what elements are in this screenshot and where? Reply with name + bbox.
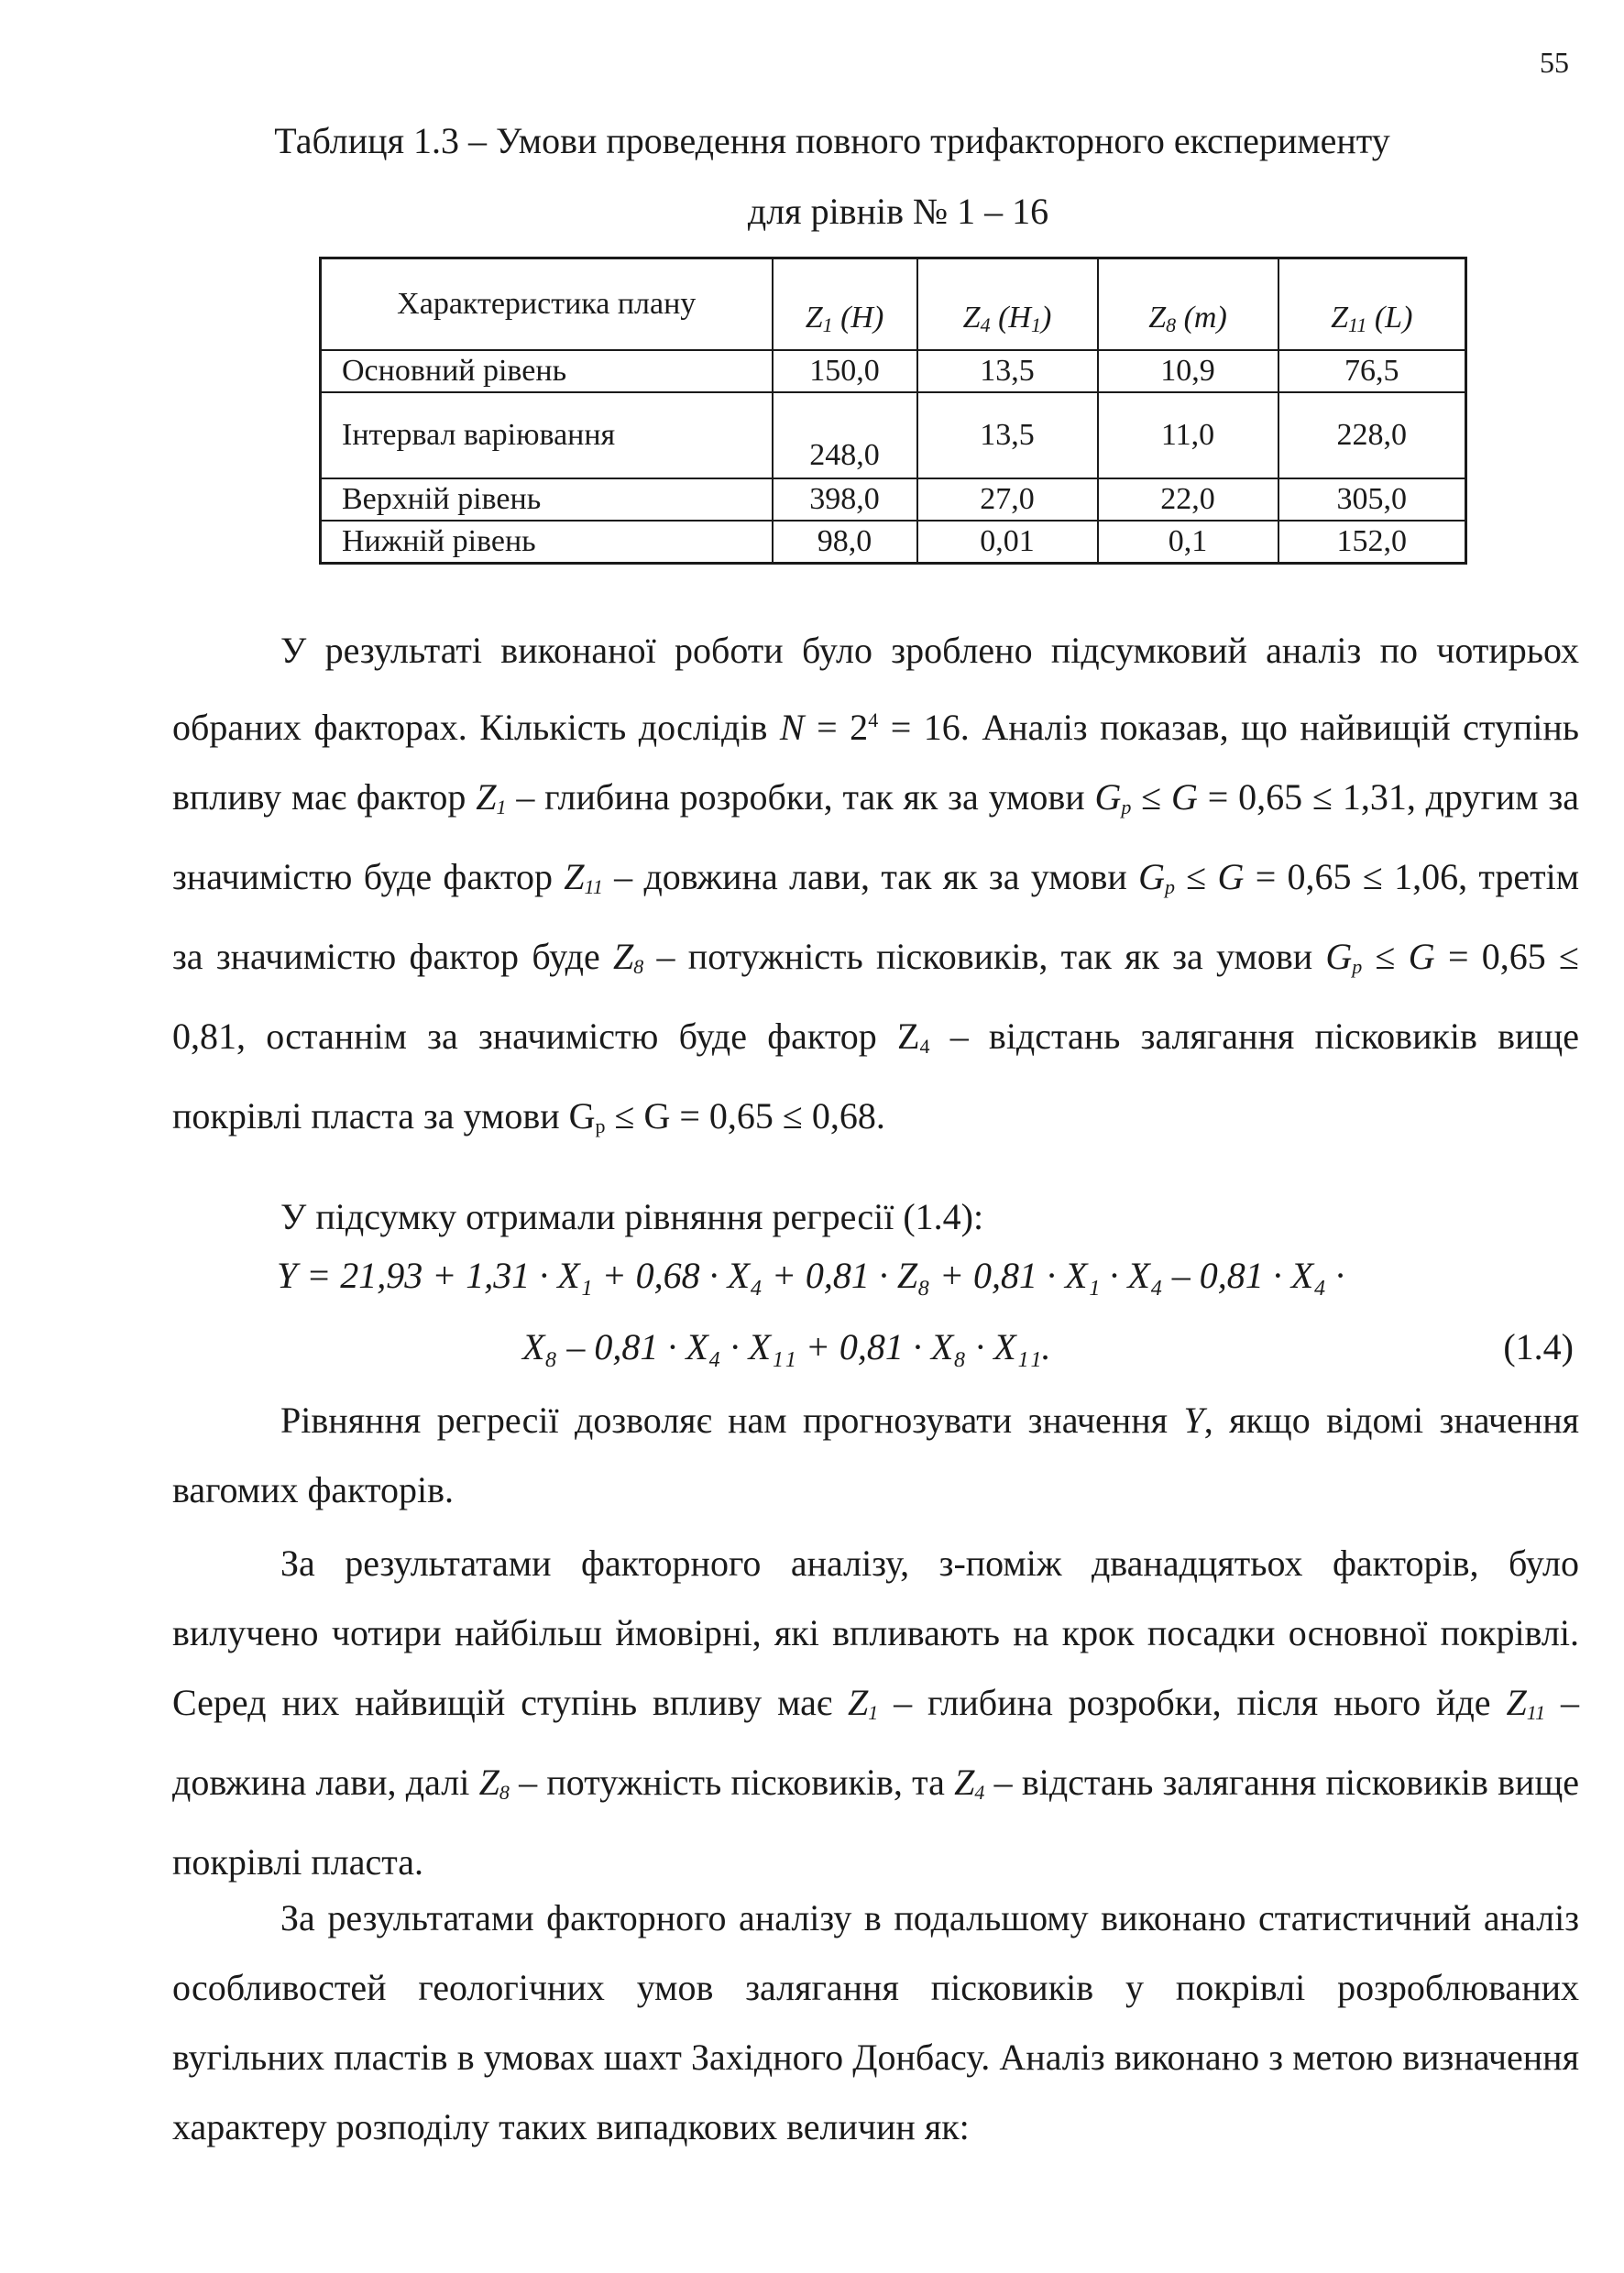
equation-line-2: X₈ – 0,81 · X₄ · X₁₁ + 0,81 · X₈ · X₁₁. [522,1326,1051,1367]
row-label: Інтервал варіювання [321,392,773,478]
cell-value: 11,0 [1098,392,1278,478]
cell-value: 13,5 [917,392,1098,478]
cell-value: 248,0 [773,392,917,478]
equation-line-1: Y = 21,93 + 1,31 · X₁ + 0,68 · X₄ + 0,81 · Z₈ + 0,81 · X₁ · X₄ – 0,81 · X₄ · [277,1255,1345,1296]
header-z4: $Z_4$ $(H_1)$ [917,258,1098,351]
cell-value: 10,9 [1098,350,1278,392]
cell-value: 98,0 [773,521,917,564]
page-number: 55 [1540,46,1569,79]
cell-value: 398,0 [773,478,917,521]
table-row [321,478,1466,521]
equation-number: (1.4) [1503,1326,1574,1367]
header-plan-characteristic: Характеристика плану [321,258,773,351]
header-z8: $Z_8$ (m) [1098,258,1278,351]
row-label: Верхній рівень [321,478,773,521]
cell-value: 13,5 [917,350,1098,392]
paragraph-regression-use: Рівняння регресії дозволяє нам прогнозувати значення Y, якщо відомі значення вагомих факторів. [172,1400,1580,1510]
cell-value: 0,1 [1098,521,1278,564]
paragraph-regression-intro: У підсумку отримали рівняння регресії (1.4): [280,1196,984,1237]
table-caption: Таблиця 1.3 – Умови проведення повного трифакторного експерименту [274,120,1390,161]
table-row [321,350,1466,392]
row-label: Нижній рівень [321,521,773,564]
cell-value: 228,0 [1278,392,1466,478]
row-label: Основний рівень [321,350,773,392]
table-row [321,392,1466,478]
experiment-conditions-table [319,257,1467,565]
cell-value: 150,0 [773,350,917,392]
cell-value: 76,5 [1278,350,1466,392]
table-caption-line2: для рівнів № 1 – 16 [747,191,1049,232]
cell-value: 152,0 [1278,521,1466,564]
paragraph-analysis: У результаті виконаної роботи було зроблено підсумковий аналіз по чотирьох обраних факторах. Кількість дослідів $N = 2^4 = 16$. Аналіз показав, що найвищій ступінь впливу має фактор $Z_1$ – глибина розробки, так як за умови $G_p \le G = 0,65 \le 1,31$, другим за значимістю буде фактор $Z_{11}$ – довжина лави, так як за умови $G_p \le G = 0,65 \le 1,06$, третім за значимістю фактор буде $Z_8$ – потужність пісковиків, так як за умови $G_p \le G = 0,65 \le 0,81$, останнім за значимістю буде фактор $Z_4$ – відстань залягання пісковиків вище покрівлі пласта за умови $G_p \le G = 0,65 \le 0,68$. [172,630,1580,1137]
cell-value: 0,01 [917,521,1098,564]
table-header-row [321,258,1466,351]
table-row [321,521,1466,564]
header-z11: $Z_{11}$ (L) [1278,258,1466,351]
cell-value: 305,0 [1278,478,1466,521]
paragraph-statistical-analysis: За результатами факторного аналізу в подальшому виконано статистичний аналіз особливостей геологічних умов залягання пісковиків у покрівлі розроблюваних вугільних пластів в умовах шахт Західного Донбасу. Аналіз виконано з метою визначення характеру розподілу таких випадкових величин як: [172,1897,1579,2147]
paragraph-factor-analysis: За результатами факторного аналізу, з-поміж дванадцятьох факторів, було вилучено чотири найбільш ймовірні, які впливають на крок посадки основної покрівлі. Серед них найвищій ступінь впливу має $Z_1$ – глибина розробки, після нього йде $Z_{11}$ – довжина лави, далі $Z_8$ – потужність пісковиків, та $Z_4$ – відстань залягання пісковиків вище покрівлі пласта. [172,1543,1580,1883]
cell-value: 27,0 [917,478,1098,521]
header-z1: $Z_1$ (H) [773,258,917,351]
cell-value: 22,0 [1098,478,1278,521]
